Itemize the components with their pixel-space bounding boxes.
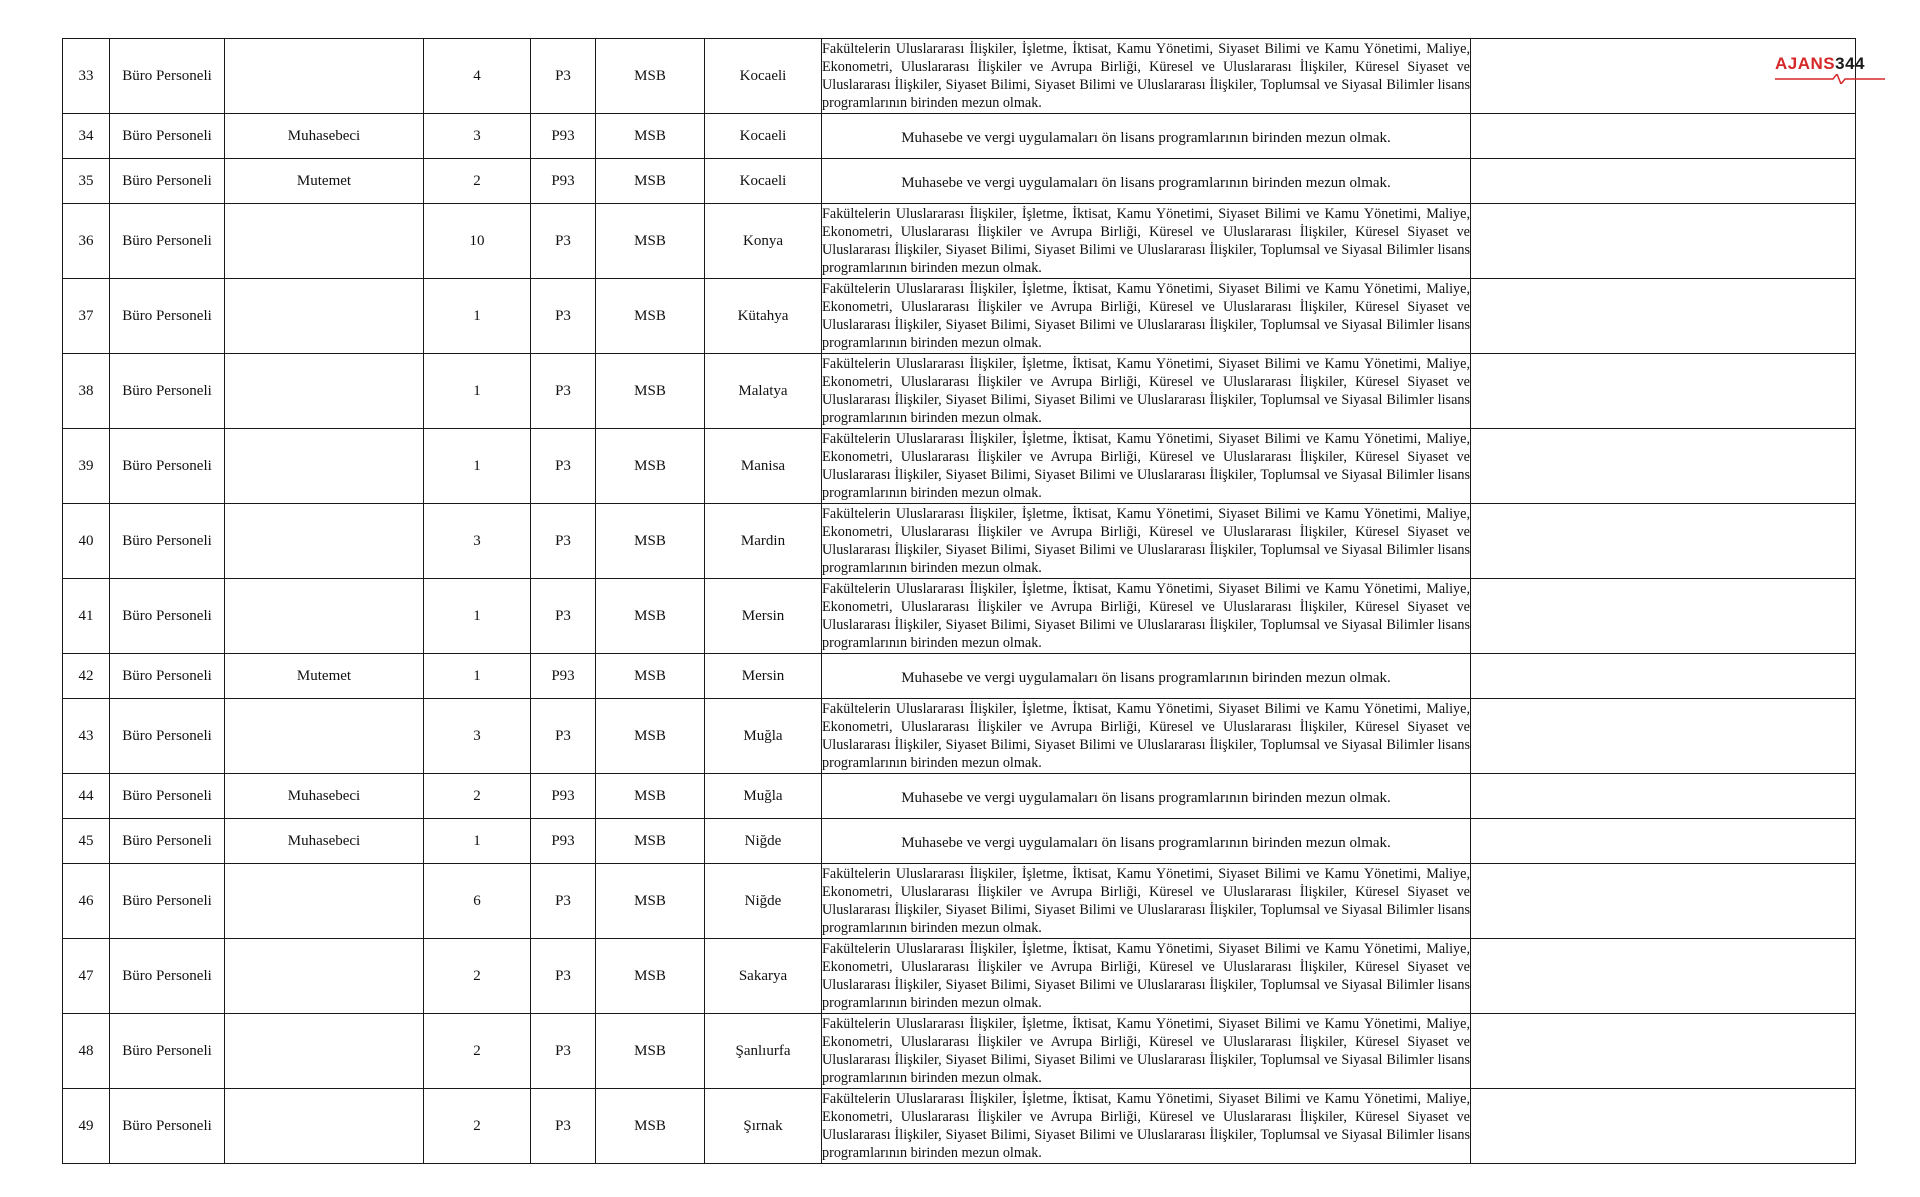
- city-cell: Malatya: [705, 354, 822, 429]
- job-title-cell: Büro Personeli: [110, 204, 225, 279]
- institution-cell: MSB: [596, 204, 705, 279]
- notes-cell: [1471, 114, 1856, 159]
- notes-cell: [1471, 819, 1856, 864]
- requirement-text: Fakültelerin Uluslararası İlişkiler, İşletme, İktisat, Kamu Yönetimi, Siyaset Bilimi ve Kamu Yönetimi, Maliye, Ekonometri, Uluslararası İlişkiler ve Avrupa Birliği, Küresel ve Uluslararası İlişkiler, Küresel Siyaset ve Uluslararası İlişkiler, Siyaset Bilimi, Siyaset Bilimi ve Uluslararası İlişkiler, Toplumsal ve Siyasal Bilimler lisans programlarının birinden mezun olmak.: [822, 1015, 1470, 1087]
- vacancy-count-cell: 2: [424, 939, 531, 1014]
- row-number-cell: 36: [63, 204, 110, 279]
- table-row: [63, 819, 1856, 864]
- institution-cell: MSB: [596, 1089, 705, 1164]
- job-title-cell: Büro Personeli: [110, 159, 225, 204]
- table-row: [63, 939, 1856, 1014]
- job-title-cell: Büro Personeli: [110, 864, 225, 939]
- requirement-text: Fakültelerin Uluslararası İlişkiler, İşletme, İktisat, Kamu Yönetimi, Siyaset Bilimi ve Kamu Yönetimi, Maliye, Ekonometri, Uluslararası İlişkiler ve Avrupa Birliği, Küresel ve Uluslararası İlişkiler, Küresel Siyaset ve Uluslararası İlişkiler, Siyaset Bilimi, Siyaset Bilimi ve Uluslararası İlişkiler, Toplumsal ve Siyasal Bilimler lisans programlarının birinden mezun olmak.: [822, 505, 1470, 577]
- requirement-text: Muhasebe ve vergi uygulamaları ön lisans programlarının birinden mezun olmak.: [901, 835, 1391, 851]
- vacancy-count-cell: 2: [424, 159, 531, 204]
- vacancy-count-cell: 2: [424, 1014, 531, 1089]
- requirement-cell: [822, 204, 1471, 279]
- institution-cell: MSB: [596, 939, 705, 1014]
- job-title-cell: Büro Personeli: [110, 1014, 225, 1089]
- city-cell: Konya: [705, 204, 822, 279]
- table-row: [63, 864, 1856, 939]
- positions-table-body: [63, 39, 1856, 1164]
- notes-cell: [1471, 939, 1856, 1014]
- table-row: [63, 774, 1856, 819]
- city-cell: Niğde: [705, 864, 822, 939]
- position-name-cell: [225, 864, 424, 939]
- institution-cell: MSB: [596, 504, 705, 579]
- requirement-cell: [822, 774, 1471, 819]
- requirement-text: Muhasebe ve vergi uygulamaları ön lisans programlarının birinden mezun olmak.: [901, 790, 1391, 806]
- requirement-cell: [822, 429, 1471, 504]
- row-number-cell: 34: [63, 114, 110, 159]
- institution-cell: MSB: [596, 279, 705, 354]
- requirement-cell: [822, 1089, 1471, 1164]
- qualification-code-cell: P3: [531, 939, 596, 1014]
- notes-cell: [1471, 354, 1856, 429]
- notes-cell: [1471, 429, 1856, 504]
- vacancy-count-cell: 3: [424, 699, 531, 774]
- row-number-cell: 45: [63, 819, 110, 864]
- position-name-cell: [225, 1014, 424, 1089]
- row-number-cell: 33: [63, 39, 110, 114]
- vacancy-count-cell: 1: [424, 354, 531, 429]
- city-cell: Mardin: [705, 504, 822, 579]
- qualification-code-cell: P93: [531, 819, 596, 864]
- table-row: [63, 279, 1856, 354]
- job-title-cell: Büro Personeli: [110, 939, 225, 1014]
- requirement-cell: [822, 354, 1471, 429]
- job-title-cell: Büro Personeli: [110, 774, 225, 819]
- requirement-text: Fakültelerin Uluslararası İlişkiler, İşletme, İktisat, Kamu Yönetimi, Siyaset Bilimi ve Kamu Yönetimi, Maliye, Ekonometri, Uluslararası İlişkiler ve Avrupa Birliği, Küresel ve Uluslararası İlişkiler, Küresel Siyaset ve Uluslararası İlişkiler, Siyaset Bilimi, Siyaset Bilimi ve Uluslararası İlişkiler, Toplumsal ve Siyasal Bilimler lisans programlarının birinden mezun olmak.: [822, 865, 1470, 937]
- qualification-code-cell: P93: [531, 159, 596, 204]
- requirement-text: Fakültelerin Uluslararası İlişkiler, İşletme, İktisat, Kamu Yönetimi, Siyaset Bilimi ve Kamu Yönetimi, Maliye, Ekonometri, Uluslararası İlişkiler ve Avrupa Birliği, Küresel ve Uluslararası İlişkiler, Küresel Siyaset ve Uluslararası İlişkiler, Siyaset Bilimi, Siyaset Bilimi ve Uluslararası İlişkiler, Toplumsal ve Siyasal Bilimler lisans programlarının birinden mezun olmak.: [822, 580, 1470, 652]
- logo-brand: AJANS: [1775, 54, 1836, 73]
- position-name-cell: [225, 354, 424, 429]
- vacancy-count-cell: 3: [424, 504, 531, 579]
- qualification-code-cell: P3: [531, 579, 596, 654]
- vacancy-count-cell: 3: [424, 114, 531, 159]
- table-row: [63, 429, 1856, 504]
- requirement-cell: [822, 114, 1471, 159]
- table-row: [63, 579, 1856, 654]
- requirement-text: Muhasebe ve vergi uygulamaları ön lisans programlarının birinden mezun olmak.: [901, 175, 1391, 191]
- row-number-cell: 49: [63, 1089, 110, 1164]
- city-cell: Muğla: [705, 774, 822, 819]
- table-row: [63, 354, 1856, 429]
- requirement-text: Fakültelerin Uluslararası İlişkiler, İşletme, İktisat, Kamu Yönetimi, Siyaset Bilimi ve Kamu Yönetimi, Maliye, Ekonometri, Uluslararası İlişkiler ve Avrupa Birliği, Küresel ve Uluslararası İlişkiler, Küresel Siyaset ve Uluslararası İlişkiler, Siyaset Bilimi, Siyaset Bilimi ve Uluslararası İlişkiler, Toplumsal ve Siyasal Bilimler lisans programlarının birinden mezun olmak.: [822, 40, 1470, 112]
- notes-cell: [1471, 699, 1856, 774]
- institution-cell: MSB: [596, 819, 705, 864]
- notes-cell: [1471, 504, 1856, 579]
- position-name-cell: [225, 579, 424, 654]
- job-title-cell: Büro Personeli: [110, 819, 225, 864]
- job-title-cell: Büro Personeli: [110, 1089, 225, 1164]
- job-title-cell: Büro Personeli: [110, 654, 225, 699]
- requirement-text: Muhasebe ve vergi uygulamaları ön lisans programlarının birinden mezun olmak.: [901, 670, 1391, 686]
- row-number-cell: 41: [63, 579, 110, 654]
- job-title-cell: Büro Personeli: [110, 699, 225, 774]
- vacancy-count-cell: 2: [424, 1089, 531, 1164]
- requirement-cell: [822, 699, 1471, 774]
- notes-cell: [1471, 864, 1856, 939]
- city-cell: Şırnak: [705, 1089, 822, 1164]
- vacancy-count-cell: 4: [424, 39, 531, 114]
- city-cell: Mersin: [705, 579, 822, 654]
- city-cell: Muğla: [705, 699, 822, 774]
- requirement-cell: [822, 579, 1471, 654]
- vacancy-count-cell: 1: [424, 279, 531, 354]
- city-cell: Kocaeli: [705, 114, 822, 159]
- notes-cell: [1471, 279, 1856, 354]
- institution-cell: MSB: [596, 114, 705, 159]
- requirement-cell: [822, 39, 1471, 114]
- position-name-cell: [225, 279, 424, 354]
- position-name-cell: [225, 429, 424, 504]
- job-title-cell: Büro Personeli: [110, 429, 225, 504]
- institution-cell: MSB: [596, 654, 705, 699]
- row-number-cell: 38: [63, 354, 110, 429]
- position-name-cell: Muhasebeci: [225, 114, 424, 159]
- table-row: [63, 114, 1856, 159]
- institution-cell: MSB: [596, 1014, 705, 1089]
- row-number-cell: 35: [63, 159, 110, 204]
- qualification-code-cell: P93: [531, 654, 596, 699]
- position-name-cell: Muhasebeci: [225, 774, 424, 819]
- requirement-cell: [822, 504, 1471, 579]
- qualification-code-cell: P3: [531, 864, 596, 939]
- city-cell: Kocaeli: [705, 159, 822, 204]
- city-cell: Niğde: [705, 819, 822, 864]
- institution-cell: MSB: [596, 159, 705, 204]
- requirement-text: Fakültelerin Uluslararası İlişkiler, İşletme, İktisat, Kamu Yönetimi, Siyaset Bilimi ve Kamu Yönetimi, Maliye, Ekonometri, Uluslararası İlişkiler ve Avrupa Birliği, Küresel ve Uluslararası İlişkiler, Küresel Siyaset ve Uluslararası İlişkiler, Siyaset Bilimi, Siyaset Bilimi ve Uluslararası İlişkiler, Toplumsal ve Siyasal Bilimler lisans programlarının birinden mezun olmak.: [822, 700, 1470, 772]
- job-title-cell: Büro Personeli: [110, 354, 225, 429]
- row-number-cell: 40: [63, 504, 110, 579]
- notes-cell: [1471, 654, 1856, 699]
- row-number-cell: 43: [63, 699, 110, 774]
- table-row: [63, 204, 1856, 279]
- position-name-cell: Muhasebeci: [225, 819, 424, 864]
- position-name-cell: [225, 699, 424, 774]
- requirement-cell: [822, 819, 1471, 864]
- institution-cell: MSB: [596, 699, 705, 774]
- institution-cell: MSB: [596, 579, 705, 654]
- table-row: [63, 699, 1856, 774]
- position-name-cell: [225, 504, 424, 579]
- requirement-cell: [822, 939, 1471, 1014]
- row-number-cell: 47: [63, 939, 110, 1014]
- requirement-text: Muhasebe ve vergi uygulamaları ön lisans programlarının birinden mezun olmak.: [901, 130, 1391, 146]
- city-cell: Kütahya: [705, 279, 822, 354]
- vacancy-count-cell: 1: [424, 819, 531, 864]
- qualification-code-cell: P93: [531, 114, 596, 159]
- requirement-cell: [822, 279, 1471, 354]
- job-title-cell: Büro Personeli: [110, 39, 225, 114]
- position-name-cell: [225, 39, 424, 114]
- qualification-code-cell: P3: [531, 354, 596, 429]
- table-row: [63, 1014, 1856, 1089]
- requirement-text: Fakültelerin Uluslararası İlişkiler, İşletme, İktisat, Kamu Yönetimi, Siyaset Bilimi ve Kamu Yönetimi, Maliye, Ekonometri, Uluslararası İlişkiler ve Avrupa Birliği, Küresel ve Uluslararası İlişkiler, Küresel Siyaset ve Uluslararası İlişkiler, Siyaset Bilimi, Siyaset Bilimi ve Uluslararası İlişkiler, Toplumsal ve Siyasal Bilimler lisans programlarının birinden mezun olmak.: [822, 940, 1470, 1012]
- vacancy-count-cell: 1: [424, 654, 531, 699]
- row-number-cell: 42: [63, 654, 110, 699]
- requirement-text: Fakültelerin Uluslararası İlişkiler, İşletme, İktisat, Kamu Yönetimi, Siyaset Bilimi ve Kamu Yönetimi, Maliye, Ekonometri, Uluslararası İlişkiler ve Avrupa Birliği, Küresel ve Uluslararası İlişkiler, Küresel Siyaset ve Uluslararası İlişkiler, Siyaset Bilimi, Siyaset Bilimi ve Uluslararası İlişkiler, Toplumsal ve Siyasal Bilimler lisans programlarının birinden mezun olmak.: [822, 205, 1470, 277]
- qualification-code-cell: P3: [531, 1089, 596, 1164]
- notes-cell: [1471, 774, 1856, 819]
- position-name-cell: Mutemet: [225, 654, 424, 699]
- row-number-cell: 44: [63, 774, 110, 819]
- vacancy-count-cell: 6: [424, 864, 531, 939]
- job-title-cell: Büro Personeli: [110, 279, 225, 354]
- notes-cell: [1471, 159, 1856, 204]
- position-name-cell: Mutemet: [225, 159, 424, 204]
- requirement-cell: [822, 864, 1471, 939]
- requirement-cell: [822, 159, 1471, 204]
- requirement-text: Fakültelerin Uluslararası İlişkiler, İşletme, İktisat, Kamu Yönetimi, Siyaset Bilimi ve Kamu Yönetimi, Maliye, Ekonometri, Uluslararası İlişkiler ve Avrupa Birliği, Küresel ve Uluslararası İlişkiler, Küresel Siyaset ve Uluslararası İlişkiler, Siyaset Bilimi, Siyaset Bilimi ve Uluslararası İlişkiler, Toplumsal ve Siyasal Bilimler lisans programlarının birinden mezun olmak.: [822, 355, 1470, 427]
- watermark-logo: [1775, 54, 1885, 84]
- table-row: [63, 39, 1856, 114]
- position-name-cell: [225, 204, 424, 279]
- qualification-code-cell: P3: [531, 1014, 596, 1089]
- qualification-code-cell: P3: [531, 429, 596, 504]
- requirement-text: Fakültelerin Uluslararası İlişkiler, İşletme, İktisat, Kamu Yönetimi, Siyaset Bilimi ve Kamu Yönetimi, Maliye, Ekonometri, Uluslararası İlişkiler ve Avrupa Birliği, Küresel ve Uluslararası İlişkiler, Küresel Siyaset ve Uluslararası İlişkiler, Siyaset Bilimi, Siyaset Bilimi ve Uluslararası İlişkiler, Toplumsal ve Siyasal Bilimler lisans programlarının birinden mezun olmak.: [822, 280, 1470, 352]
- pulse-line-icon: [1775, 74, 1885, 84]
- qualification-code-cell: P3: [531, 39, 596, 114]
- position-name-cell: [225, 1089, 424, 1164]
- qualification-code-cell: P3: [531, 279, 596, 354]
- vacancy-count-cell: 2: [424, 774, 531, 819]
- institution-cell: MSB: [596, 429, 705, 504]
- vacancy-count-cell: 1: [424, 429, 531, 504]
- job-title-cell: Büro Personeli: [110, 114, 225, 159]
- city-cell: Manisa: [705, 429, 822, 504]
- table-row: [63, 159, 1856, 204]
- requirement-cell: [822, 654, 1471, 699]
- qualification-code-cell: P93: [531, 774, 596, 819]
- vacancy-count-cell: 10: [424, 204, 531, 279]
- document-page: [62, 38, 1852, 1164]
- city-cell: Şanlıurfa: [705, 1014, 822, 1089]
- logo-number: 344: [1835, 54, 1865, 73]
- positions-table: [62, 38, 1856, 1164]
- city-cell: Sakarya: [705, 939, 822, 1014]
- notes-cell: [1471, 1014, 1856, 1089]
- position-name-cell: [225, 939, 424, 1014]
- requirement-cell: [822, 1014, 1471, 1089]
- requirement-text: Fakültelerin Uluslararası İlişkiler, İşletme, İktisat, Kamu Yönetimi, Siyaset Bilimi ve Kamu Yönetimi, Maliye, Ekonometri, Uluslararası İlişkiler ve Avrupa Birliği, Küresel ve Uluslararası İlişkiler, Küresel Siyaset ve Uluslararası İlişkiler, Siyaset Bilimi, Siyaset Bilimi ve Uluslararası İlişkiler, Toplumsal ve Siyasal Bilimler lisans programlarının birinden mezun olmak.: [822, 1090, 1470, 1162]
- table-row: [63, 504, 1856, 579]
- institution-cell: MSB: [596, 774, 705, 819]
- requirement-text: Fakültelerin Uluslararası İlişkiler, İşletme, İktisat, Kamu Yönetimi, Siyaset Bilimi ve Kamu Yönetimi, Maliye, Ekonometri, Uluslararası İlişkiler ve Avrupa Birliği, Küresel ve Uluslararası İlişkiler, Küresel Siyaset ve Uluslararası İlişkiler, Siyaset Bilimi, Siyaset Bilimi ve Uluslararası İlişkiler, Toplumsal ve Siyasal Bilimler lisans programlarının birinden mezun olmak.: [822, 430, 1470, 502]
- row-number-cell: 46: [63, 864, 110, 939]
- institution-cell: MSB: [596, 354, 705, 429]
- row-number-cell: 39: [63, 429, 110, 504]
- job-title-cell: Büro Personeli: [110, 504, 225, 579]
- vacancy-count-cell: 1: [424, 579, 531, 654]
- institution-cell: MSB: [596, 39, 705, 114]
- table-row: [63, 654, 1856, 699]
- table-row: [63, 1089, 1856, 1164]
- notes-cell: [1471, 579, 1856, 654]
- notes-cell: [1471, 204, 1856, 279]
- job-title-cell: Büro Personeli: [110, 579, 225, 654]
- city-cell: Mersin: [705, 654, 822, 699]
- qualification-code-cell: P3: [531, 699, 596, 774]
- qualification-code-cell: P3: [531, 204, 596, 279]
- row-number-cell: 48: [63, 1014, 110, 1089]
- city-cell: Kocaeli: [705, 39, 822, 114]
- notes-cell: [1471, 1089, 1856, 1164]
- institution-cell: MSB: [596, 864, 705, 939]
- qualification-code-cell: P3: [531, 504, 596, 579]
- row-number-cell: 37: [63, 279, 110, 354]
